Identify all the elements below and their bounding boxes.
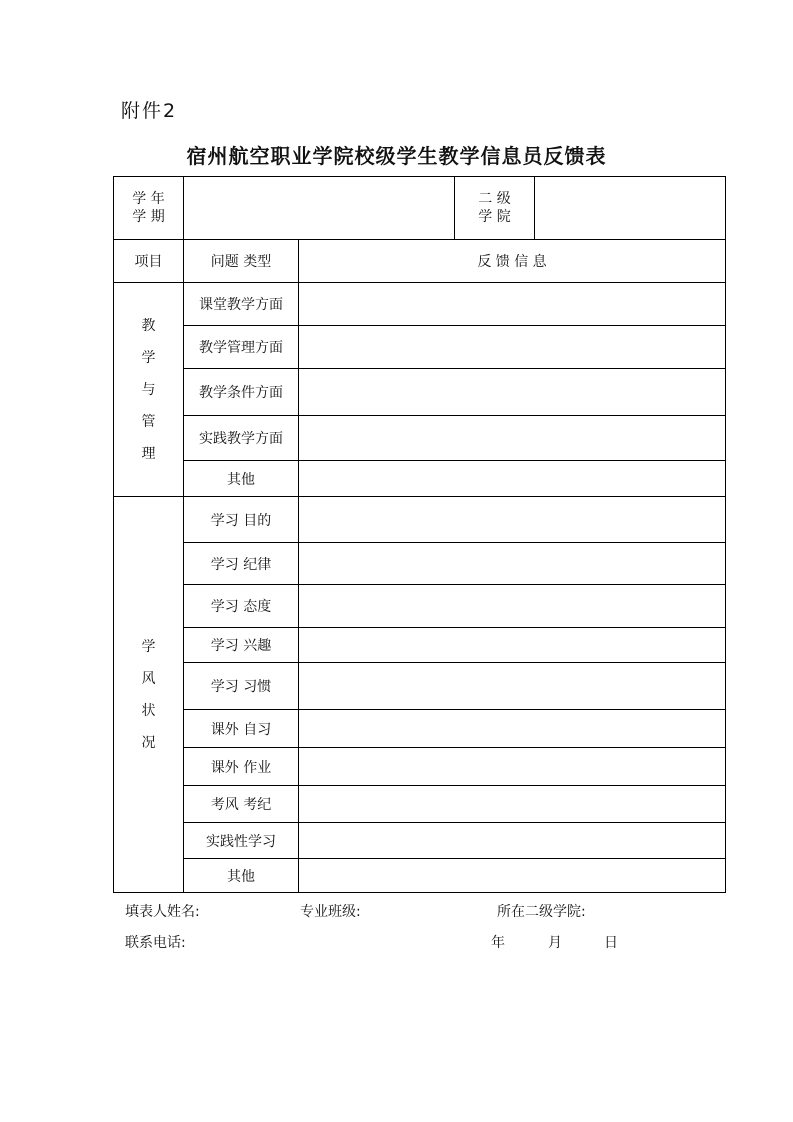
row-type-label: 实践性学习 bbox=[184, 823, 299, 859]
form-title: 宿州航空职业学院校级学生教学信息员反馈表 bbox=[186, 144, 607, 168]
row-type-label: 教学条件方面 bbox=[184, 369, 299, 416]
item-column-header: 项目 bbox=[114, 240, 184, 283]
table-row bbox=[114, 543, 726, 585]
table-row bbox=[114, 628, 726, 663]
feedback-table bbox=[113, 176, 726, 893]
table-row bbox=[114, 710, 726, 748]
section-char: 学 bbox=[141, 349, 156, 366]
row-type-label: 其他 bbox=[184, 859, 299, 893]
table-row bbox=[114, 461, 726, 497]
row-type-label: 课外 自习 bbox=[184, 710, 299, 748]
table-row bbox=[114, 497, 726, 543]
term-label-line2: 学 期 bbox=[132, 209, 165, 225]
table-row bbox=[114, 369, 726, 416]
feedback-input-cell[interactable] bbox=[299, 710, 726, 748]
section-char: 风 bbox=[141, 670, 156, 687]
section-char: 管 bbox=[141, 413, 156, 430]
feedback-input-cell[interactable] bbox=[299, 859, 726, 893]
row-type-label: 学习 纪律 bbox=[184, 543, 299, 585]
feedback-input-cell[interactable] bbox=[299, 823, 726, 859]
feedback-input-cell[interactable] bbox=[299, 663, 726, 710]
term-label-cell bbox=[114, 177, 184, 240]
college-footer-label: 所在二级学院: bbox=[497, 904, 586, 920]
filler-name-label: 填表人姓名: bbox=[125, 904, 200, 920]
feedback-input-cell[interactable] bbox=[299, 416, 726, 461]
feedback-input-cell[interactable] bbox=[299, 585, 726, 628]
table-row bbox=[114, 326, 726, 369]
row-type-label: 学习 目的 bbox=[184, 497, 299, 543]
feedback-input-cell[interactable] bbox=[299, 461, 726, 497]
college-label-line2: 学 院 bbox=[478, 209, 511, 225]
type-column-header: 问题 类型 bbox=[184, 240, 299, 283]
section-teaching-management bbox=[114, 283, 184, 497]
row-type-label: 考风 考纪 bbox=[184, 786, 299, 823]
row-type-label: 实践教学方面 bbox=[184, 416, 299, 461]
feedback-input-cell[interactable] bbox=[299, 543, 726, 585]
college-label-line1: 二 级 bbox=[478, 191, 511, 207]
term-label-line1: 学 年 bbox=[132, 191, 165, 207]
table-row bbox=[114, 859, 726, 893]
feedback-column-header: 反 馈 信 息 bbox=[299, 240, 726, 283]
feedback-input-cell[interactable] bbox=[299, 283, 726, 326]
row-type-label: 课外 作业 bbox=[184, 748, 299, 786]
section-char: 学 bbox=[141, 638, 156, 655]
phone-label: 联系电话: bbox=[125, 935, 186, 951]
row-type-label: 学习 习惯 bbox=[184, 663, 299, 710]
day-label: 日 bbox=[604, 935, 618, 951]
section-char: 况 bbox=[141, 734, 156, 751]
attachment-label: 附件2 bbox=[121, 100, 178, 122]
table-row bbox=[114, 585, 726, 628]
college-label-cell bbox=[455, 177, 535, 240]
row-type-label: 其他 bbox=[184, 461, 299, 497]
row-type-label: 课堂教学方面 bbox=[184, 283, 299, 326]
feedback-input-cell[interactable] bbox=[299, 369, 726, 416]
section-char: 理 bbox=[141, 445, 156, 462]
month-label: 月 bbox=[548, 935, 562, 951]
table-row bbox=[114, 748, 726, 786]
section-study-style bbox=[114, 497, 184, 893]
table-row bbox=[114, 663, 726, 710]
row-type-label: 学习 态度 bbox=[184, 585, 299, 628]
row-type-label: 学习 兴趣 bbox=[184, 628, 299, 663]
table-row bbox=[114, 416, 726, 461]
major-class-label: 专业班级: bbox=[300, 904, 361, 920]
feedback-input-cell[interactable] bbox=[299, 786, 726, 823]
section-char: 状 bbox=[141, 702, 156, 719]
college-value-cell[interactable] bbox=[535, 177, 726, 240]
feedback-input-cell[interactable] bbox=[299, 628, 726, 663]
column-header-row bbox=[114, 240, 726, 283]
section-char: 教 bbox=[141, 317, 156, 334]
table-row bbox=[114, 786, 726, 823]
term-value-cell[interactable] bbox=[184, 177, 455, 240]
feedback-input-cell[interactable] bbox=[299, 326, 726, 369]
year-label: 年 bbox=[491, 935, 505, 951]
feedback-input-cell[interactable] bbox=[299, 497, 726, 543]
feedback-input-cell[interactable] bbox=[299, 748, 726, 786]
table-row bbox=[114, 283, 726, 326]
header-row bbox=[114, 177, 726, 240]
row-type-label: 教学管理方面 bbox=[184, 326, 299, 369]
section-char: 与 bbox=[141, 381, 156, 398]
table-row bbox=[114, 823, 726, 859]
